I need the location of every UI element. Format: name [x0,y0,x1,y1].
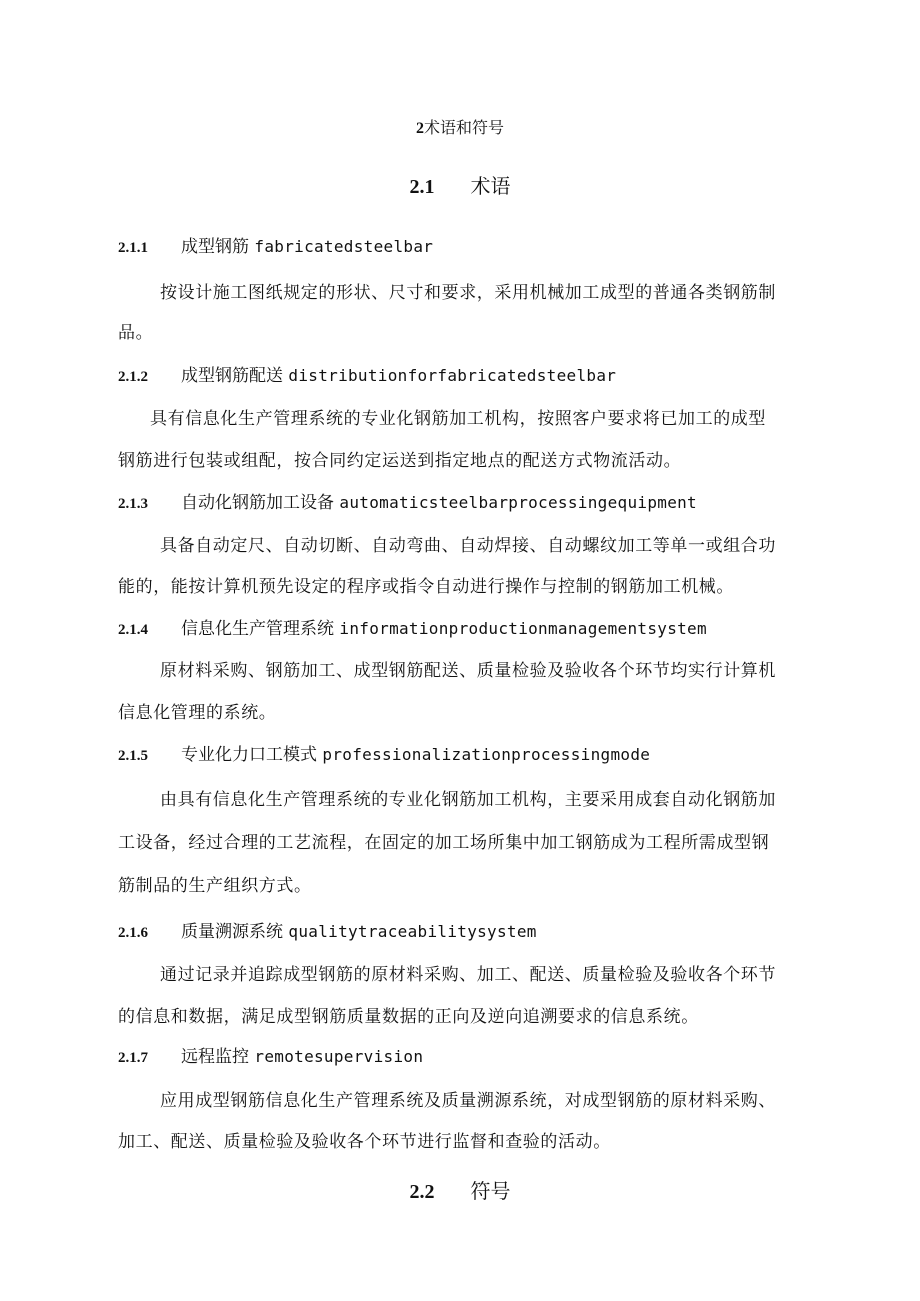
term-name-en: distributionforfabricatedsteelbar [288,366,617,385]
term-name-cn: 信息化生产管理系统 [181,619,334,639]
chapter-title-text: 术语和符号 [423,118,504,137]
section-number: 2.1 [409,176,435,198]
term-name-en: fabricatedsteelbar [254,237,434,256]
term-name-cn: 专业化力口工模式 [181,745,317,765]
section-number: 2.2 [409,1181,435,1203]
term-number: 2.1.4 [118,622,148,638]
chapter-title [0,117,920,140]
chapter-number: 2 [415,120,424,137]
term-heading [118,617,707,642]
term-name-cn: 成型钢筋配送 [181,366,283,386]
term-heading [118,920,537,945]
section-heading-symbols [0,1177,920,1206]
definition-line: 原材料采购、钢筋加工、成型钢筋配送、质量检验及验收各个环节均实行计算机 [160,661,776,681]
term-heading [118,1045,423,1070]
definition-line: 通过记录并追踪成型钢筋的原材料采购、加工、配送、质量检验及验收各个环节 [160,965,776,985]
definition-line: 应用成型钢筋信息化生产管理系统及质量溯源系统，对成型钢筋的原材料采购、 [160,1091,776,1111]
term-number: 2.1.5 [118,748,148,764]
section-title: 术语 [470,174,511,198]
definition-line: 具有信息化生产管理系统的专业化钢筋加工机构，按照客户要求将已加工的成型 [150,409,766,429]
term-name-cn: 质量溯源系统 [181,922,283,942]
definition-line: 钢筋进行包装或组配，按合同约定运送到指定地点的配送方式物流活动。 [118,451,682,471]
term-name-cn: 远程监控 [181,1047,249,1067]
definition-line: 加工、配送、质量检验及验收各个环节进行监督和查验的活动。 [118,1132,611,1152]
term-name-en: informationproductionmanagementsystem [339,619,707,638]
term-name-en: professionalizationprocessingmode [322,745,651,764]
definition-line: 具备自动定尺、自动切断、自动弯曲、自动焊接、自动螺纹加工等单一或组合功 [160,536,776,556]
term-name-cn: 成型钢筋 [181,237,249,257]
term-name-en: remotesupervision [254,1047,424,1066]
term-number: 2.1.7 [118,1050,148,1066]
section-title: 符号 [470,1179,511,1203]
term-heading [118,235,433,260]
definition-line: 的信息和数据，满足成型钢筋质量数据的正向及逆向追溯要求的信息系统。 [118,1007,699,1027]
term-heading [118,364,616,389]
term-name-cn: 自动化钢筋加工设备 [181,493,334,513]
term-name-en: qualitytraceabilitysystem [288,922,537,941]
definition-line: 能的，能按计算机预先设定的程序或指令自动进行操作与控制的钢筋加工机械。 [118,577,734,597]
term-heading [118,743,650,768]
definition-line: 由具有信息化生产管理系统的专业化钢筋加工机构，主要采用成套自动化钢筋加 [160,790,776,810]
term-heading [118,491,697,516]
definition-line: 品。 [118,323,154,343]
definition-line: 信息化管理的系统。 [118,703,277,723]
term-number: 2.1.6 [118,925,148,941]
term-number: 2.1.2 [118,369,148,385]
definition-line: 筋制品的生产组织方式。 [118,876,312,896]
definition-line: 按设计施工图纸规定的形状、尺寸和要求，采用机械加工成型的普通各类钢筋制 [160,283,776,303]
term-name-en: automaticsteelbarprocessingequipment [339,493,697,512]
term-number: 2.1.3 [118,496,148,512]
term-number: 2.1.1 [118,240,148,256]
section-heading-terms [0,172,920,201]
definition-line: 工设备，经过合理的工艺流程，在固定的加工场所集中加工钢筋成为工程所需成型钢 [118,833,770,853]
